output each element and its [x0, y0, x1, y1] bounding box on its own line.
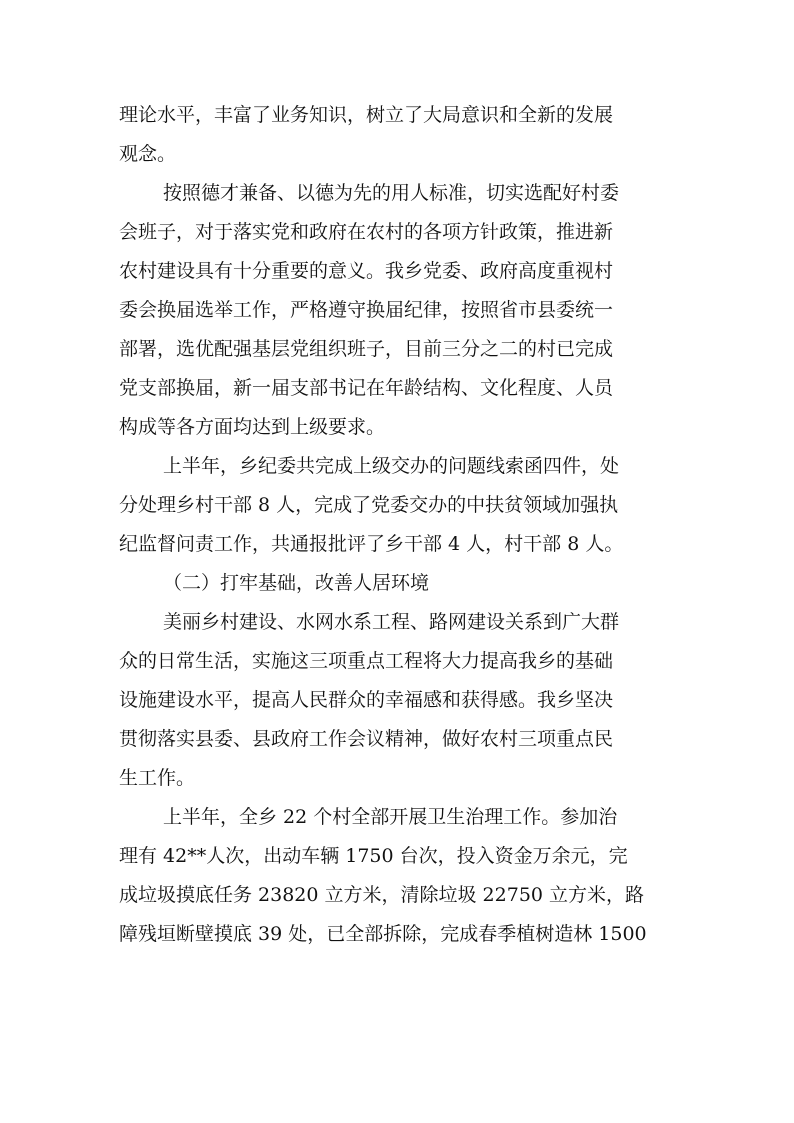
text-line: 障残垣断壁摸底 39 处，已全部拆除，完成春季植树造林 1500 — [119, 923, 647, 945]
paragraph-first-line: 上半年，全乡 22 个村全部开展卫生治理工作。参加治 — [163, 806, 618, 828]
text-line: 构成等各方面均达到上级要求。 — [119, 416, 386, 438]
text-line: 纪监督问责工作，共通报批评了乡干部 4 人，村干部 8 人。 — [119, 533, 624, 555]
text-line: 委会换届选举工作，严格遵守换届纪律，按照省市县委统一 — [119, 299, 614, 321]
text-line: 理论水平，丰富了业务知识，树立了大局意识和全新的发展 — [119, 104, 614, 126]
paragraph-first-line: 上半年，乡纪委共完成上级交办的问题线索函四件，处 — [163, 455, 620, 477]
text-line: 成垃圾摸底任务 23820 立方米，清除垃圾 22750 立方米，路 — [119, 884, 645, 906]
text-line: 农村建设具有十分重要的意义。我乡党委、政府高度重视村 — [119, 260, 614, 282]
text-line: 设施建设水平，提高人民群众的幸福感和获得感。我乡坚决 — [119, 689, 614, 711]
text-line: 贯彻落实县委、县政府工作会议精神，做好农村三项重点民 — [119, 728, 614, 750]
text-line: 观念。 — [119, 143, 177, 165]
section-heading: （二）打牢基础，改善人居环境 — [163, 572, 430, 594]
text-line: 分处理乡村干部 8 人，完成了党委交办的中扶贫领域加强执 — [119, 494, 619, 516]
text-line: 部署，选优配强基层党组织班子，目前三分之二的村已完成 — [119, 338, 614, 360]
paragraph-first-line: 按照德才兼备、以德为先的用人标准，切实选配好村委 — [163, 182, 620, 204]
text-line: 理有 42**人次，出动车辆 1750 台次，投入资金万余元，完 — [119, 845, 628, 867]
document-body — [119, 96, 679, 954]
text-line: 会班子，对于落实党和政府在农村的各项方针政策，推进新 — [119, 221, 614, 243]
text-line: 众的日常生活，实施这三项重点工程将大力提高我乡的基础 — [119, 650, 614, 672]
text-line: 党支部换届，新一届支部书记在年龄结构、文化程度、人员 — [119, 377, 614, 399]
paragraph-first-line: 美丽乡村建设、水网水系工程、路网建设关系到广大群 — [163, 611, 620, 633]
text-line: 生工作。 — [119, 767, 196, 789]
